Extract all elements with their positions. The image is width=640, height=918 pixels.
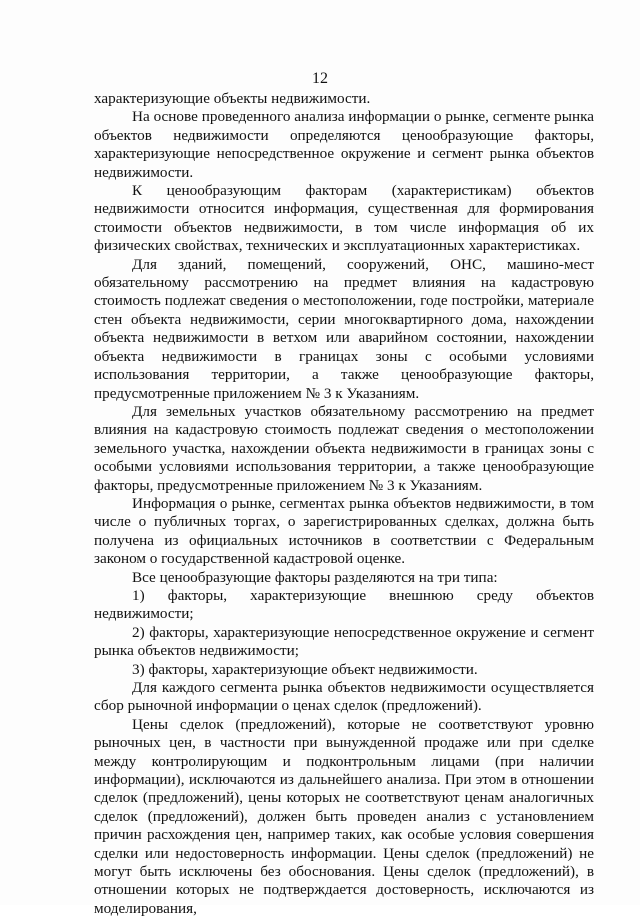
paragraph-continuation: характеризующие объекты недвижимости. xyxy=(94,90,371,107)
paragraph: Для каждого сегмента рынка объектов недвижимости осуществляется сбор рыночной информации о ценах сделок (предложений). xyxy=(94,679,594,715)
paragraph: К ценообразующим факторам (характеристикам) объектов недвижимости относится информация, существенная для формирования стоимости объектов недвижимости, в том числе информация об их физических свойствах, технических и эксплуатационных характеристиках. xyxy=(94,182,594,255)
paragraph: Все ценообразующие факторы разделяются на три типа: xyxy=(132,568,498,586)
paragraph: Информация о рынке, сегментах рынка объектов недвижимости, в том числе о публичных торгах, о зарегистрированных сделках, должна быть получена из официальных источников в соответствии с Федеральным законом о государственной кадастровой оценке. xyxy=(94,494,594,568)
paragraph: Цены сделок (предложений), которые не соответствуют уровню рыночных цен, в частности при вынужденной продаже или при сделке между контролирующим и подконтрольным лицами (при наличии информации), исключаются из дальнейшего анализа. При этом в отношении сделок (предложений), цены которых не соответствуют ценам аналогичных сделок (предложений), должен быть проведен анализ с установлением причин расхождения цен, например таких, как особые условия совершения сделки или недостоверность информации. Цены сделок (предложений) не могут быть исключены без обоснования. Цены сделок (предложений), в отношении которых не подтверждается достоверность, исключаются из моделирования, xyxy=(94,715,594,917)
list-item: 2) факторы, характеризующие непосредственное окружение и сегмент рынка объектов недвижимости; xyxy=(94,623,594,660)
paragraph: На основе проведенного анализа информации о рынке, сегменте рынка объектов недвижимости определяются ценообразующие факторы, характеризующие непосредственное окружение и сегмент рынка объектов недвижимости. xyxy=(94,108,594,181)
paragraph: Для земельных участков обязательному рассмотрению на предмет влияния на кадастровую стоимость подлежат сведения о местоположении земельного участка, нахождении объекта недвижимости в границах зоны с особыми условиями использования территории, а также ценообразующие факторы, предусмотренные приложением № 3 к Указаниям. xyxy=(94,402,594,494)
list-item: 3) факторы, характеризующие объект недвижимости. xyxy=(132,660,478,678)
list-item: 1) факторы, характеризующие внешнюю среду объектов недвижимости; xyxy=(94,586,594,623)
body-text xyxy=(94,90,594,918)
paragraph: Для зданий, помещений, сооружений, ОНС, машино-мест обязательному рассмотрению на предмет влияния на кадастровую стоимость подлежат сведения о местоположении, годе постройки, материале стен объекта недвижимости, серии многоквартирного дома, нахождении объекта недвижимости в ветхом или аварийном состоянии, нахождении объекта недвижимости в границах зоны с особыми условиями использования территории, а также ценообразующие факторы, предусмотренные приложением № 3 к Указаниям. xyxy=(94,255,594,402)
page-number: 12 xyxy=(312,70,328,87)
